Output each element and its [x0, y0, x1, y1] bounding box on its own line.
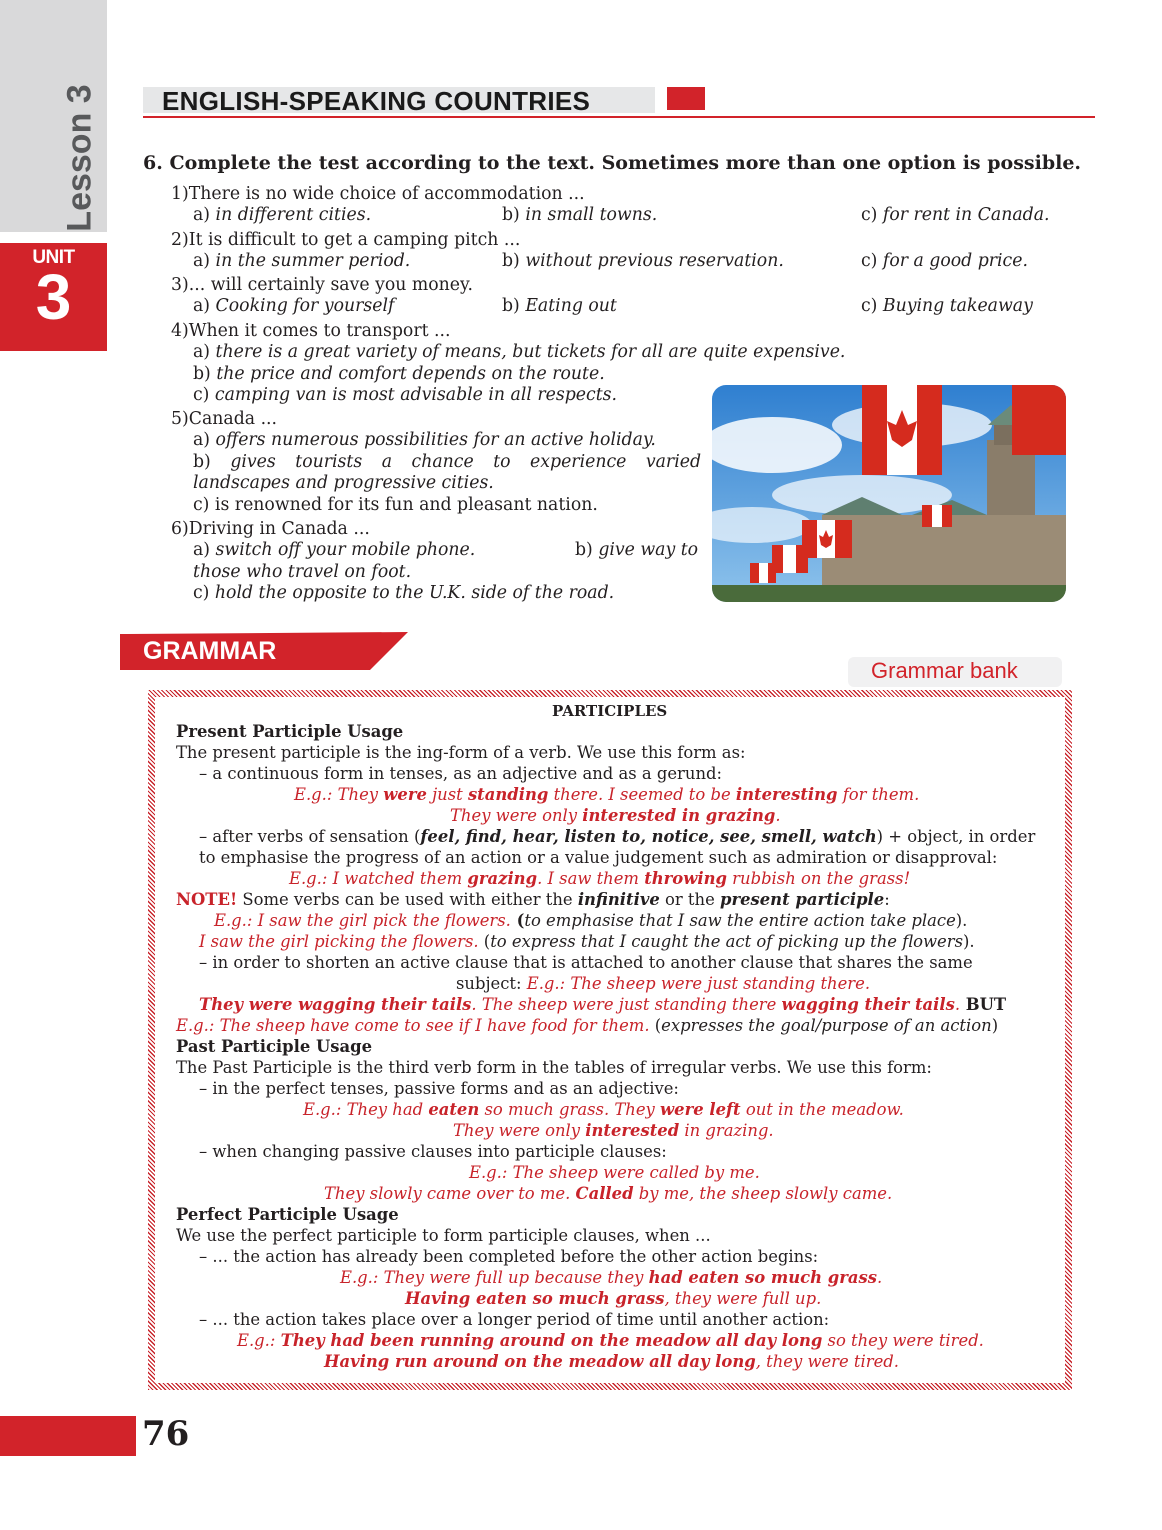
example-7: E.g.: The sheep have come to see if I have food for them. (expresses the goal/purpose of an action) [176, 1016, 999, 1035]
question-5: 5)Canada ... [171, 409, 278, 429]
question-3: 3)... will certainly save you money. [171, 275, 473, 295]
question-2: 2)It is difficult to get a camping pitch ... [171, 230, 521, 250]
present-point-2: – after verbs of sensation (feel, find, hear, listen to, notice, see, smell, watch) + object, in order [199, 827, 1036, 846]
unit-word: UNIT [32, 247, 75, 268]
q5-option-a: a) offers numerous possibilities for an active holiday. [193, 430, 656, 450]
canada-flags-photo [712, 385, 1066, 602]
grammar-bank-label: Grammar bank [871, 658, 1018, 683]
example-8: E.g.: They had eaten so much grass. They were left out in the meadow. [303, 1100, 904, 1119]
present-point-3: – in order to shorten an active clause that is attached to another clause that shares the same [199, 953, 973, 972]
present-point-2-cont: to emphasise the progress of an action or a value judgement such as admiration or disapproval: [199, 848, 998, 867]
question-6: 6)Driving in Canada ... [171, 519, 370, 539]
page-number: 76 [142, 1414, 190, 1454]
page-title: ENGLISH-SPEAKING COUNTRIES [162, 86, 591, 116]
example-12: E.g.: They were full up because they had eaten so much grass. [340, 1268, 883, 1287]
q4-option-a: a) there is a great variety of means, but tickets for all are quite expensive. [193, 342, 846, 362]
perfect-point-2: – ... the action takes place over a longer period of time until another action: [199, 1310, 830, 1329]
example-14: E.g.: They had been running around on the meadow all day long so they were tired. [237, 1331, 984, 1350]
lesson-label: Lesson 3 [60, 84, 99, 232]
example-11: They slowly came over to me. Called by me, the sheep slowly came. [324, 1184, 893, 1203]
q5-option-b: b) gives tourists a chance to experience varied [193, 452, 702, 472]
q5-option-b-cont: landscapes and progressive cities. [193, 473, 494, 493]
box-heading: PARTICIPLES [552, 702, 668, 720]
unit-number: 3 [35, 261, 72, 333]
example-6: They were wagging their tails. The sheep were just standing there wagging their tails. BUT [199, 995, 1007, 1014]
past-point-2: – when changing passive clauses into participle clauses: [199, 1142, 667, 1161]
q3-option-b: b) Eating out [502, 296, 617, 316]
present-participle-title: Present Participle Usage [176, 722, 404, 741]
photo-illustration [712, 385, 1066, 602]
perfect-point-1: – ... the action has already been completed before the other action begins: [199, 1247, 819, 1266]
q6-option-a: a) switch off your mobile phone. [193, 540, 476, 560]
task-title: 6. Complete the test according to the text. Sometimes more than one option is possible. [143, 152, 1082, 174]
example-9: They were only interested in grazing. [453, 1121, 774, 1140]
perfect-intro: We use the perfect participle to form participle clauses, when ... [176, 1226, 711, 1245]
page-number-band [0, 1416, 136, 1456]
q2-option-a: a) in the summer period. [193, 251, 411, 271]
example-13: Having eaten so much grass, they were full up. [405, 1289, 822, 1308]
header-rule [143, 116, 1095, 118]
past-point-1: – in the perfect tenses, passive forms and as an adjective: [199, 1079, 679, 1098]
q3-option-c: c) Buying takeaway [861, 296, 1033, 316]
question-1: 1)There is no wide choice of accommodation ... [171, 184, 585, 204]
question-4: 4)When it comes to transport ... [171, 321, 451, 341]
example-1: E.g.: They were just standing there. I seemed to be interesting for them. [294, 785, 920, 804]
example-5: I saw the girl picking the flowers. (to express that I caught the act of picking up the flowers). [199, 932, 975, 951]
q4-option-c: c) camping van is most advisable in all respects. [193, 385, 618, 405]
present-point-1: – a continuous form in tenses, as an adjective and as a gerund: [199, 764, 723, 783]
present-point-3-cont: subject: E.g.: The sheep were just standing there. [456, 974, 871, 993]
example-15: Having run around on the meadow all day long, they were tired. [324, 1352, 899, 1371]
perfect-participle-title: Perfect Participle Usage [176, 1205, 399, 1224]
q2-option-c: c) for a good price. [861, 251, 1028, 271]
q5-option-c: c) is renowned for its fun and pleasant nation. [193, 495, 598, 515]
q6-option-b-cont: those who travel on foot. [193, 562, 412, 582]
example-2: They were only interested in grazing. [450, 806, 781, 825]
past-participle-title: Past Participle Usage [176, 1037, 373, 1056]
note-line: NOTE! Some verbs can be used with either the infinitive or the present participle: [176, 890, 890, 909]
q1-option-b: b) in small towns. [502, 205, 658, 225]
q3-option-a: a) Cooking for yourself [193, 296, 395, 316]
example-10: E.g.: The sheep were called by me. [469, 1163, 760, 1182]
q2-option-b: b) without previous reservation. [502, 251, 784, 271]
q1-option-a: a) in different cities. [193, 205, 372, 225]
present-intro: The present participle is the ing-form of a verb. We use this form as: [176, 743, 746, 762]
example-4: E.g.: I saw the girl pick the flowers. (to emphasise that I saw the entire action take place). [214, 911, 968, 930]
q6-option-c: c) hold the opposite to the U.K. side of the road. [193, 583, 615, 603]
example-3: E.g.: I watched them grazing. I saw them throwing rubbish on the grass! [289, 869, 911, 888]
q6-option-b: b) give way to [575, 540, 699, 560]
header-accent-block [667, 87, 705, 110]
q4-option-b: b) the price and comfort depends on the route. [193, 364, 605, 384]
q1-option-c: c) for rent in Canada. [861, 205, 1050, 225]
unit-badge [0, 243, 107, 351]
past-intro: The Past Participle is the third verb form in the tables of irregular verbs. We use this form: [176, 1058, 932, 1077]
grammar-heading: GRAMMAR [143, 637, 277, 665]
